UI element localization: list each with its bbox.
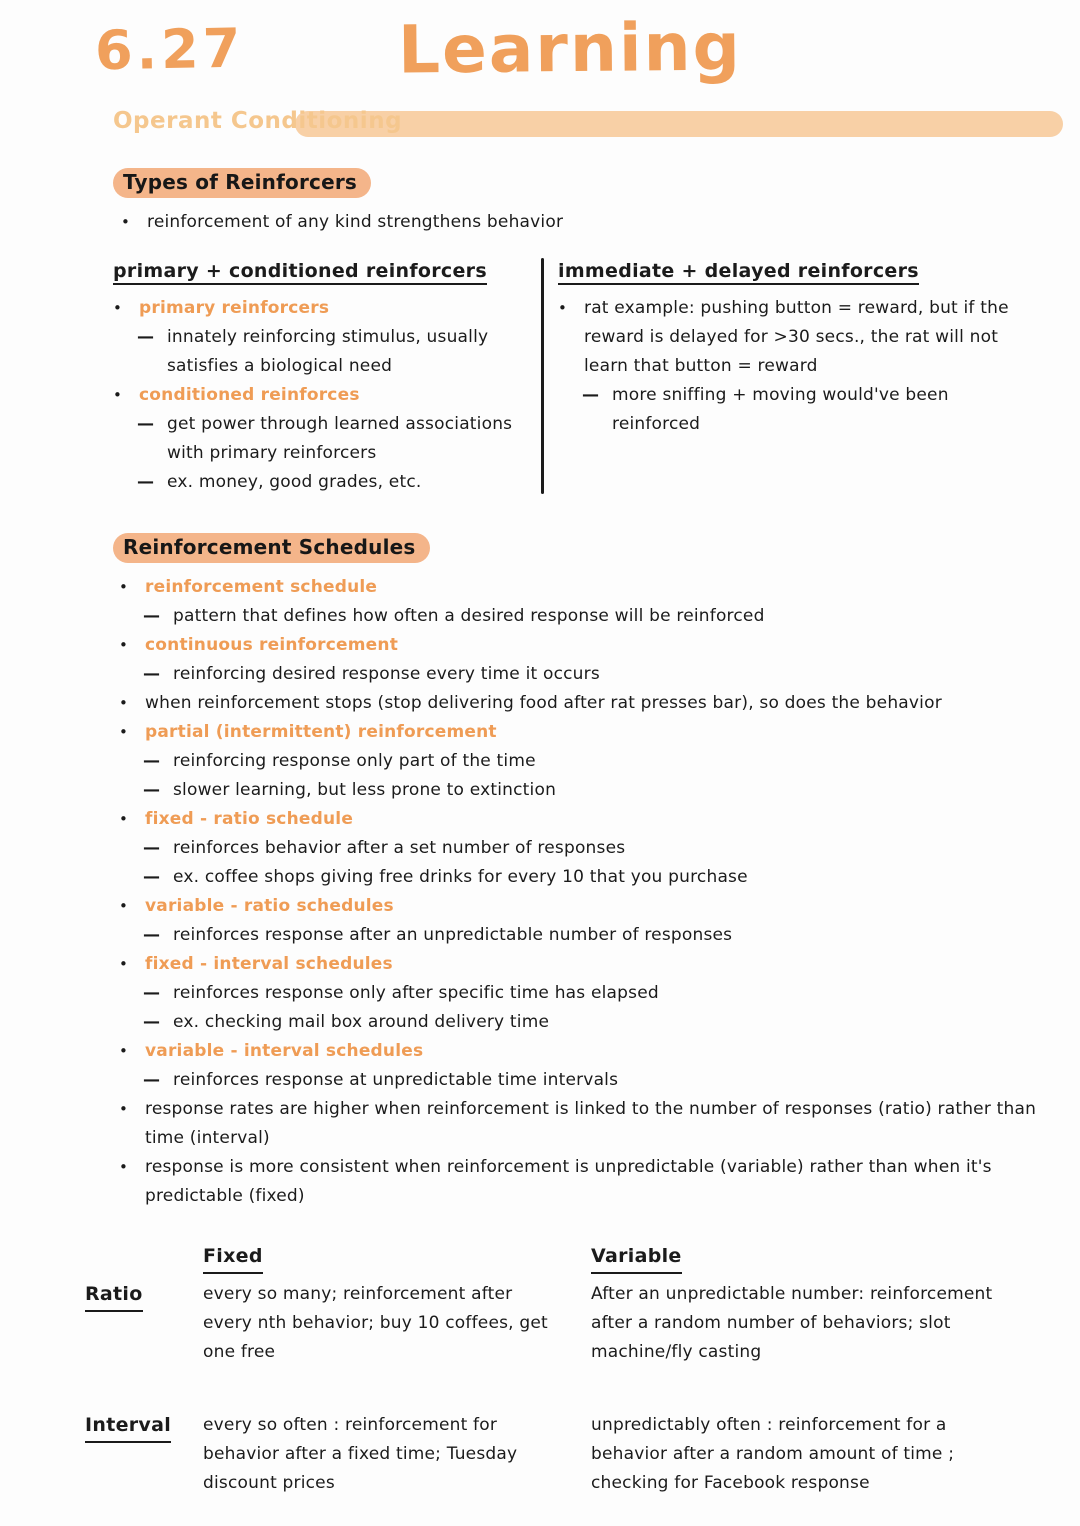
- sub-item-text: ex. checking mail box around delivery time: [173, 1012, 550, 1032]
- column-primary-conditioned: [113, 260, 531, 497]
- bullet-marker: •: [113, 299, 123, 317]
- term-variable-interval-schedules: variable - interval schedules: [145, 1041, 424, 1061]
- list-item: [113, 294, 531, 323]
- term-fixed-ratio-schedule: fixed - ratio schedule: [145, 809, 354, 829]
- bullet-marker: •: [119, 897, 129, 915]
- section-types-of-reinforcers: [113, 168, 1013, 237]
- list-item: [119, 1095, 1048, 1153]
- table-row-label-interval: [85, 1411, 203, 1498]
- bullet-marker: •: [558, 299, 568, 317]
- dash-marker: —: [143, 1012, 161, 1032]
- sub-item: [113, 468, 531, 497]
- table-cell-ratio-variable: After an unpredictable number: reinforcement after a random number of behaviors; slot machine/fly casting: [591, 1284, 993, 1362]
- dash-marker: —: [143, 780, 161, 800]
- sub-item: [119, 863, 1048, 892]
- sub-item: [119, 602, 1048, 631]
- list-item: [119, 631, 1048, 660]
- dash-marker: —: [137, 472, 155, 492]
- fixed-variable-comparison-table: [85, 1242, 1031, 1498]
- dash-marker: —: [143, 838, 161, 858]
- sub-item-text: reinforces response after an unpredictable number of responses: [173, 925, 733, 945]
- sub-item-text: reinforcing desired response every time it occurs: [173, 664, 600, 684]
- list-item: [119, 950, 1048, 979]
- subtitle-text: Operant Conditioning: [113, 108, 403, 134]
- sub-item-text: innately reinforcing stimulus, usually satisfies a biological need: [167, 327, 489, 376]
- sub-item: [119, 921, 1048, 950]
- list-item: [119, 573, 1048, 602]
- sub-item: [113, 410, 531, 468]
- bullet-marker: •: [119, 636, 129, 654]
- sub-item: [119, 1008, 1048, 1037]
- list-item-text: rat example: pushing button = reward, but if the reward is delayed for >30 secs., the rat will not learn that button = reward: [584, 298, 1009, 376]
- sub-item-text: more sniffing + moving would've been reinforced: [612, 385, 949, 434]
- bullet-marker: •: [113, 386, 123, 404]
- term-continuous-reinforcement: continuous reinforcement: [145, 635, 399, 655]
- dash-marker: —: [143, 664, 161, 684]
- bullet-marker: •: [119, 1100, 129, 1118]
- bullet-marker: •: [119, 1158, 129, 1176]
- dash-marker: —: [143, 867, 161, 887]
- term-variable-ratio-schedules: variable - ratio schedules: [145, 896, 394, 916]
- sub-item-text: get power through learned associations with primary reinforcers: [167, 414, 513, 463]
- sub-item: [119, 979, 1048, 1008]
- column-heading-immediate-delayed: immediate + delayed reinforcers: [558, 260, 919, 285]
- table-cell-interval-variable: unpredictably often : reinforcement for a behavior after a random amount of time ; checking for Facebook response: [591, 1415, 955, 1493]
- table-row-label-interval-text: Interval: [85, 1411, 171, 1443]
- bullet-marker: •: [121, 213, 131, 231]
- table-col-header-fixed-label: Fixed: [203, 1242, 263, 1274]
- list-item-text: when reinforcement stops (stop delivering food after rat presses bar), so does the behavior: [145, 693, 942, 713]
- dash-marker: —: [137, 414, 155, 434]
- bullet-marker: •: [119, 955, 129, 973]
- section-reinforcement-schedules: [113, 533, 1048, 1211]
- term-partial-reinforcement: partial (intermittent) reinforcement: [145, 722, 497, 742]
- bullet-marker: •: [119, 1042, 129, 1060]
- list-item: [113, 381, 531, 410]
- sub-item-text: slower learning, but less prone to extinction: [173, 780, 557, 800]
- table-cell-ratio-fixed: every so many; reinforcement after every nth behavior; buy 10 coffees, get one free: [203, 1284, 548, 1362]
- column-heading-primary-conditioned: primary + conditioned reinforcers: [113, 260, 487, 285]
- sub-item-text: ex. money, good grades, etc.: [167, 472, 422, 492]
- sub-item-text: pattern that defines how often a desired response will be reinforced: [173, 606, 765, 626]
- table-col-header-variable: [591, 1242, 1031, 1274]
- column-immediate-delayed: [558, 260, 1018, 439]
- list-item: [119, 1037, 1048, 1066]
- list-item: [119, 1153, 1048, 1211]
- list-item: [119, 892, 1048, 921]
- subtitle: [113, 108, 402, 134]
- table-cell-interval-fixed: every so often : reinforcement for behavior after a fixed time; Tuesday discount prices: [203, 1415, 518, 1493]
- section-heading-types: Types of Reinforcers: [113, 168, 371, 198]
- subtitle-highlight-bar: [295, 111, 1063, 137]
- term-fixed-interval-schedules: fixed - interval schedules: [145, 954, 393, 974]
- sub-item-text: ex. coffee shops giving free drinks for every 10 that you purchase: [173, 867, 748, 887]
- sub-item: [119, 1066, 1048, 1095]
- sub-item: [113, 323, 531, 381]
- table-col-header-fixed: [203, 1242, 591, 1274]
- sub-item-text: reinforcing response only part of the time: [173, 751, 536, 771]
- list-item: [119, 718, 1048, 747]
- list-item: [119, 805, 1048, 834]
- sub-item: [119, 747, 1048, 776]
- list-item-text: response is more consistent when reinforcement is unpredictable (variable) rather than when it's predictable (fixed): [145, 1157, 992, 1206]
- table-corner-cell: [85, 1242, 203, 1274]
- bullet-marker: •: [119, 723, 129, 741]
- column-divider-line: [541, 258, 544, 494]
- list-item: [113, 208, 1013, 237]
- bullet-marker: •: [119, 810, 129, 828]
- list-item: [119, 689, 1048, 718]
- sub-item: [119, 776, 1048, 805]
- lesson-number: 6.27: [94, 16, 245, 83]
- page-title: Learning: [397, 8, 743, 89]
- term-conditioned-reinforcers: conditioned reinforces: [139, 385, 360, 405]
- term-reinforcement-schedule: reinforcement schedule: [145, 577, 378, 597]
- table-row-label-ratio: [85, 1280, 203, 1367]
- bullet-marker: •: [119, 694, 129, 712]
- list-item-text: response rates are higher when reinforcement is linked to the number of responses (ratio) rather than time (interval): [145, 1099, 1037, 1148]
- dash-marker: —: [137, 327, 155, 347]
- sub-item-text: reinforces response only after specific time has elapsed: [173, 983, 659, 1003]
- list-item-text: reinforcement of any kind strengthens behavior: [147, 212, 564, 232]
- list-item: [558, 294, 1018, 381]
- sub-item-text: reinforces response at unpredictable time intervals: [173, 1070, 619, 1090]
- dash-marker: —: [143, 1070, 161, 1090]
- dash-marker: —: [143, 751, 161, 771]
- dash-marker: —: [582, 385, 600, 405]
- sub-item-text: reinforces behavior after a set number of responses: [173, 838, 626, 858]
- term-primary-reinforcers: primary reinforcers: [139, 298, 330, 318]
- sub-item: [119, 660, 1048, 689]
- dash-marker: —: [143, 606, 161, 626]
- table-col-header-variable-label: Variable: [591, 1242, 682, 1274]
- sub-item: [119, 834, 1048, 863]
- sub-item: [558, 381, 1018, 439]
- dash-marker: —: [143, 925, 161, 945]
- bullet-marker: •: [119, 578, 129, 596]
- dash-marker: —: [143, 983, 161, 1003]
- schedules-list: [113, 573, 1048, 1211]
- section-heading-schedules: Reinforcement Schedules: [113, 533, 430, 563]
- table-row-label-ratio-text: Ratio: [85, 1280, 143, 1312]
